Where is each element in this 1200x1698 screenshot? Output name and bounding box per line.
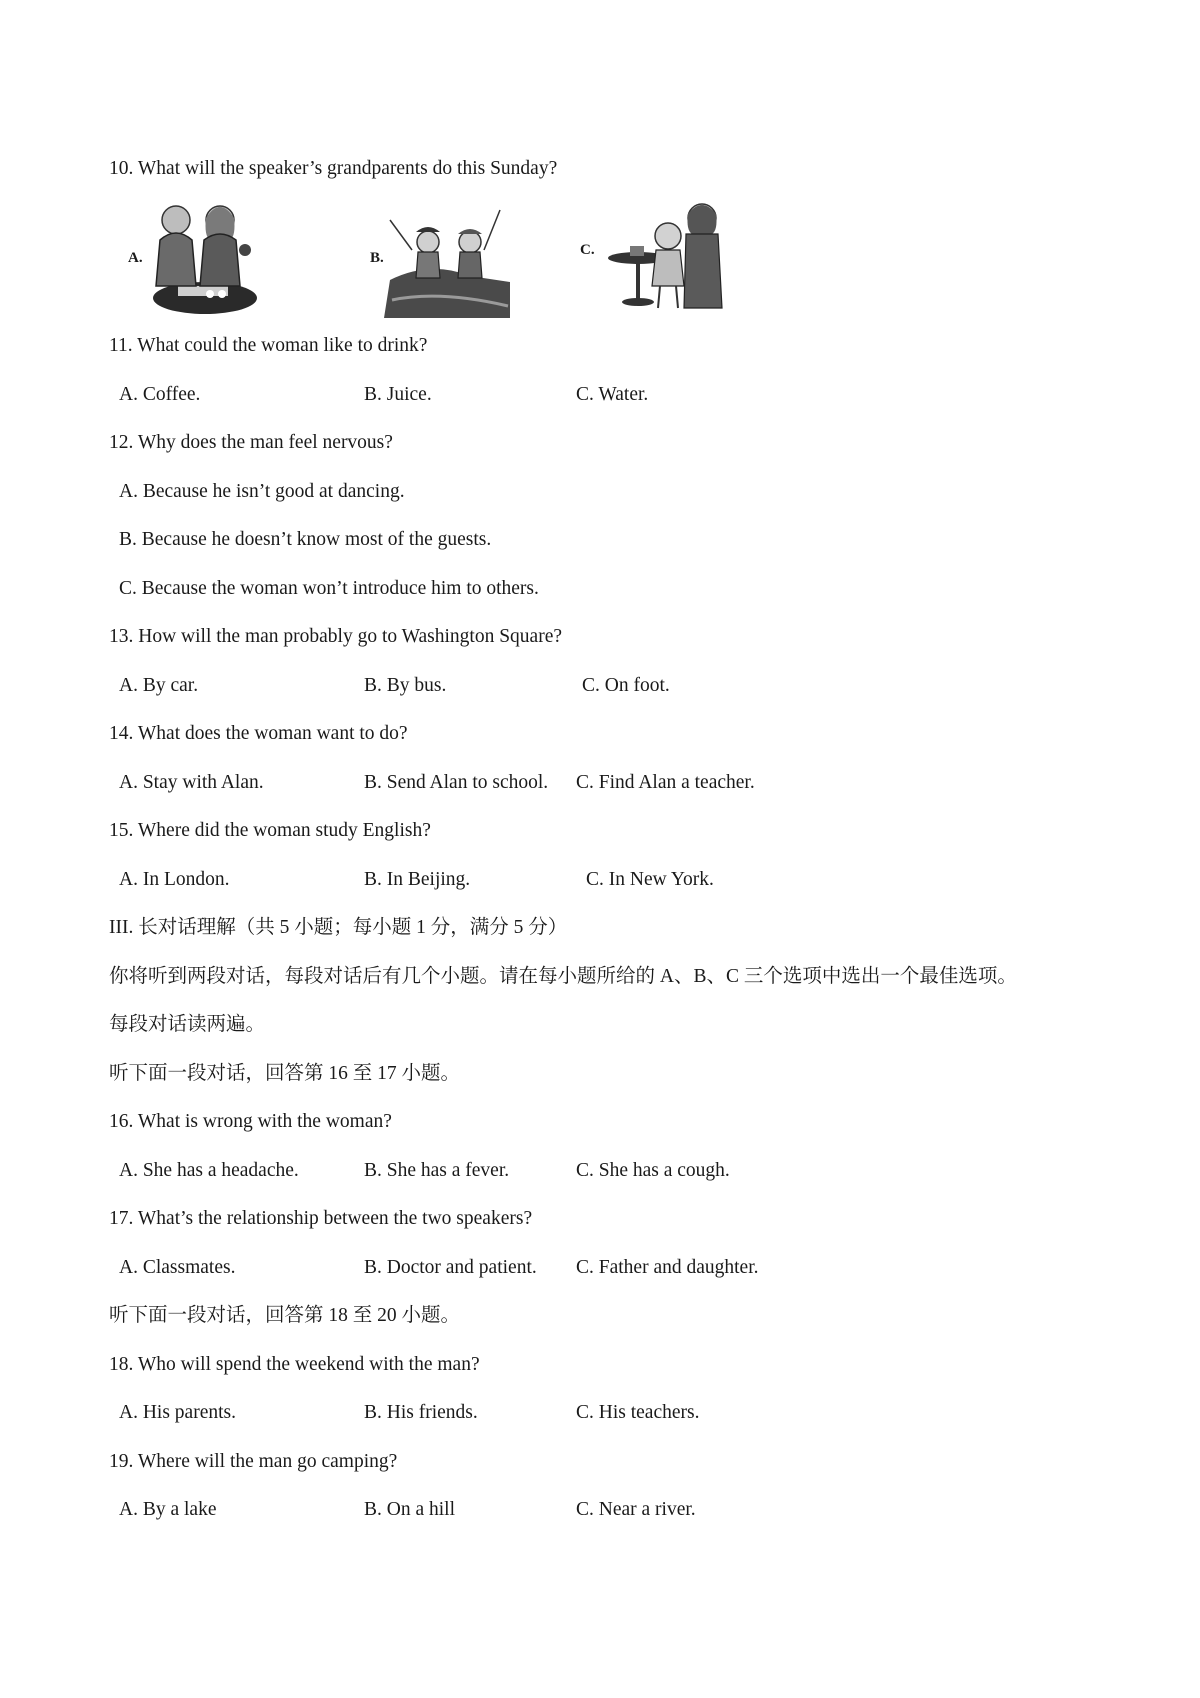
q19-option-c[interactable]: C. Near a river.: [576, 1499, 696, 1520]
q18-option-a[interactable]: A. His parents.: [119, 1402, 236, 1423]
q15-option-b[interactable]: B. In Beijing.: [364, 869, 471, 890]
question-16: 16. What is wrong with the woman?: [109, 1111, 392, 1132]
section-3-instructions: 你将听到两段对话，每段对话后有几个小题。请在每小题所给的 A、B、C 三个选项中选出一个最佳选项。: [109, 966, 1017, 987]
section-3-heading: III. 长对话理解（共 5 小题；每小题 1 分，满分 5 分）: [109, 917, 568, 938]
grandparents-drinking-tea-illustration: [580, 190, 740, 320]
q11-option-a[interactable]: A. Coffee.: [119, 384, 201, 405]
picture-c-label: C.: [580, 242, 595, 258]
question-17: 17. What’s the relationship between the two speakers?: [109, 1208, 533, 1229]
q17-option-b[interactable]: B. Doctor and patient.: [364, 1257, 537, 1278]
picture-b-label: B.: [370, 250, 384, 266]
q17-option-c[interactable]: C. Father and daughter.: [576, 1257, 759, 1278]
q15-option-c[interactable]: C. In New York.: [586, 869, 714, 890]
q14-option-c[interactable]: C. Find Alan a teacher.: [576, 772, 755, 793]
q15-option-a[interactable]: A. In London.: [119, 869, 230, 890]
q18-option-b[interactable]: B. His friends.: [364, 1402, 478, 1423]
q19-option-a[interactable]: A. By a lake: [119, 1499, 217, 1520]
q14-option-b[interactable]: B. Send Alan to school.: [364, 772, 549, 793]
question-15: 15. Where did the woman study English?: [109, 820, 431, 841]
q13-option-b[interactable]: B. By bus.: [364, 675, 447, 696]
q13-option-c[interactable]: C. On foot.: [582, 675, 670, 696]
q12-option-b[interactable]: B. Because he doesn’t know most of the guests.: [119, 529, 492, 550]
listen-instruction-1: 听下面一段对话，回答第 16 至 17 小题。: [109, 1063, 461, 1084]
section-3-instructions-cont: 每段对话读两遍。: [109, 1014, 266, 1035]
question-19: 19. Where will the man go camping?: [109, 1451, 398, 1472]
q19-option-b[interactable]: B. On a hill: [364, 1499, 455, 1520]
picture-c-tea: [580, 190, 740, 320]
question-10-pictures: [110, 190, 810, 320]
question-13: 13. How will the man probably go to Washington Square?: [109, 626, 563, 647]
picture-a-label: A.: [128, 250, 143, 266]
grandparents-fishing-illustration: [370, 190, 520, 320]
question-11: 11. What could the woman like to drink?: [109, 335, 428, 356]
question-10: 10. What will the speaker’s grandparents do this Sunday?: [109, 158, 558, 179]
q11-option-c[interactable]: C. Water.: [576, 384, 649, 405]
q12-option-c[interactable]: C. Because the woman won’t introduce him to others.: [119, 578, 539, 599]
listen-instruction-2: 听下面一段对话，回答第 18 至 20 小题。: [109, 1305, 461, 1326]
q18-option-c[interactable]: C. His teachers.: [576, 1402, 700, 1423]
picture-b-fishing: [370, 190, 520, 320]
picture-a-chess: [110, 190, 280, 320]
q16-option-a[interactable]: A. She has a headache.: [119, 1160, 299, 1181]
q16-option-c[interactable]: C. She has a cough.: [576, 1160, 730, 1181]
q14-option-a[interactable]: A. Stay with Alan.: [119, 772, 264, 793]
q17-option-a[interactable]: A. Classmates.: [119, 1257, 236, 1278]
question-14: 14. What does the woman want to do?: [109, 723, 408, 744]
q11-option-b[interactable]: B. Juice.: [364, 384, 432, 405]
q13-option-a[interactable]: A. By car.: [119, 675, 199, 696]
question-12: 12. Why does the man feel nervous?: [109, 432, 393, 453]
q16-option-b[interactable]: B. She has a fever.: [364, 1160, 510, 1181]
question-18: 18. Who will spend the weekend with the man?: [109, 1354, 480, 1375]
q12-option-a[interactable]: A. Because he isn’t good at dancing.: [119, 481, 405, 502]
